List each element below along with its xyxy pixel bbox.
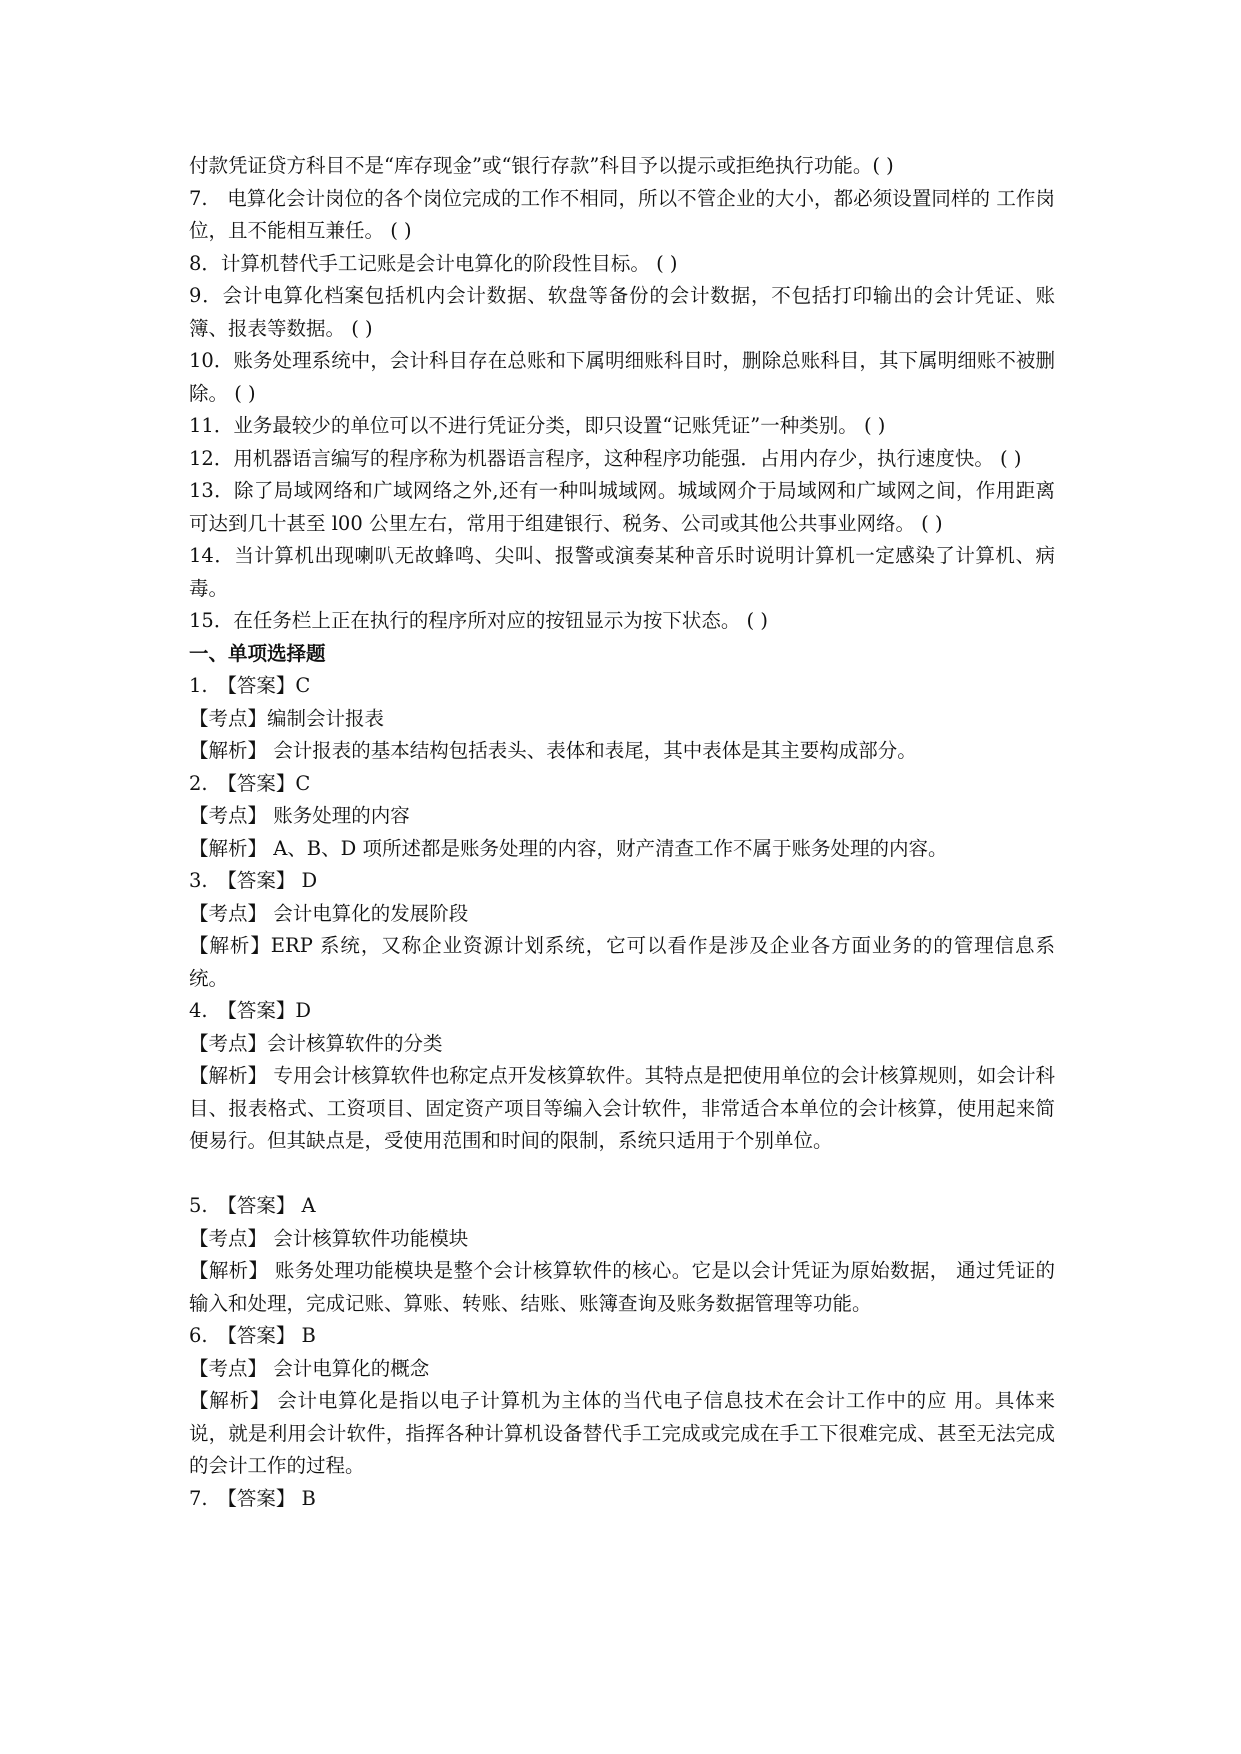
answer-7: 7. 【答案】 B bbox=[189, 1486, 316, 1510]
analysis-1: 【解析】 会计报表的基本结构包括表头、表体和表尾，其中表体是其主要构成部分。 bbox=[189, 739, 917, 762]
tf-item-10: 10．账务处理系统中，会计科目存在总账和下属明细账科目时，删除总账科目，其下属明细账不被删除。 ( ) bbox=[189, 349, 1055, 405]
point-2: 【考点】 账务处理的内容 bbox=[189, 804, 410, 827]
point-6: 【考点】 会计电算化的概念 bbox=[189, 1356, 430, 1380]
point-1: 【考点】编制会计报表 bbox=[189, 706, 385, 730]
answer-3: 3. 【答案】 D bbox=[189, 869, 318, 892]
analysis-2: 【解析】 A、B、D 项所述都是账务处理的内容，财产清查工作不属于账务处理的内容。 bbox=[189, 836, 948, 860]
point-4: 【考点】会计核算软件的分类 bbox=[189, 1031, 443, 1055]
tf-item-11: 11．业务最较少的单位可以不进行凭证分类，即只设置“记账凭证”一种类别。 ( ) bbox=[189, 414, 886, 437]
tf-item-9: 9．会计电算化档案包括机内会计数据、软盘等备份的会计数据，不包括打印输出的会计凭证、账簿、报表等数据。 ( ) bbox=[189, 284, 1055, 340]
tf-item-15: 15．在任务栏上正在执行的程序所对应的按钮显示为按下状态。 ( ) bbox=[189, 609, 768, 632]
analysis-4: 【解析】 专用会计核算软件也称定点开发核算软件。其特点是把使用单位的会计核算规则，如会计科目、报表格式、工资项目、固定资产项目等编入会计软件，非常适合本单位的会计核算，使用起来简便易行。但其缺点是，受使用范围和时间的限制，系统只适用于个别单位。 bbox=[189, 1064, 1055, 1152]
tf-item-14: 14．当计算机出现喇叭无故蜂鸣、尖叫、报警或演奏某种音乐时说明计算机一定感染了计算机、病毒。 bbox=[189, 544, 1055, 600]
tf-item-7: 7. 电算化会计岗位的各个岗位完成的工作不相同，所以不管企业的大小，都必须设置同样的 工作岗位，且不能相互兼任。 ( ) bbox=[189, 186, 1055, 242]
answer-6: 6. 【答案】 B bbox=[189, 1324, 316, 1347]
analysis-5: 【解析】 账务处理功能模块是整个会计核算软件的核心。它是以会计凭证为原始数据， 通过凭证的输入和处理，完成记账、算账、转账、结账、账簿查询及账务数据管理等功能。 bbox=[189, 1259, 1055, 1315]
analysis-6: 【解析】 会计电算化是指以电子计算机为主体的当代电子信息技术在会计工作中的应 用。具体来说，就是利用会计软件，指挥各种计算机设备替代手工完成或完成在手工下很难完成、甚至无法完成的会计工作的过程。 bbox=[189, 1389, 1055, 1477]
answer-2: 2. 【答案】C bbox=[189, 771, 311, 795]
tf-item-13: 13．除了局域网络和广域网络之外,还有一种叫城域网。城域网介于局域网和广域网之间，作用距离可达到几十甚至 l00 公里左右，常用于组建银行、税务、公司或其他公共事业网络。 ( ) bbox=[189, 479, 1055, 535]
point-5: 【考点】 会计核算软件功能模块 bbox=[189, 1226, 469, 1250]
answer-5: 5. 【答案】 A bbox=[189, 1194, 316, 1217]
section-heading: 一、单项选择题 bbox=[189, 641, 326, 665]
paragraph-gap bbox=[189, 1158, 1055, 1191]
answer-1: 1. 【答案】C bbox=[189, 674, 311, 697]
tf-item-8: 8．计算机替代手工记账是会计电算化的阶段性目标。 ( ) bbox=[189, 251, 678, 275]
tf-item-6-continuation: 付款凭证贷方科目不是“库存现金”或“银行存款”科目予以提示或拒绝执行功能。( ) bbox=[189, 154, 894, 177]
tf-item-12: 12．用机器语言编写的程序称为机器语言程序，这种程序功能强．占用内存少，执行速度快。 ( ) bbox=[189, 446, 1022, 470]
page-content bbox=[189, 150, 1055, 1515]
point-3: 【考点】 会计电算化的发展阶段 bbox=[189, 901, 469, 925]
analysis-3: 【解析】ERP 系统，又称企业资源计划系统，它可以看作是涉及企业各方面业务的的管理信息系统。 bbox=[189, 934, 1055, 990]
answer-4: 4. 【答案】D bbox=[189, 999, 311, 1022]
